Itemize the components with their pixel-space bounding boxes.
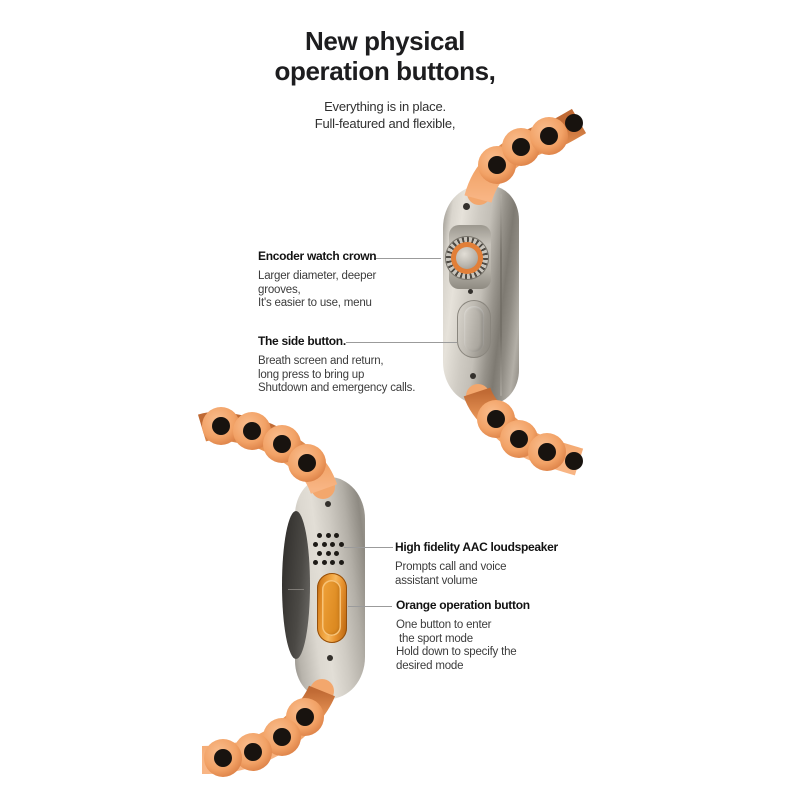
speaker-grille <box>317 551 339 556</box>
annotation-action-button-line: desired mode <box>396 659 464 672</box>
band-hole <box>244 743 262 761</box>
mic-hole-bottom <box>470 373 476 379</box>
band-hole <box>212 417 230 435</box>
annotation-side-button-line: long press to bring up <box>258 368 365 381</box>
band-hole <box>488 156 506 174</box>
annotation-side-button <box>258 335 418 396</box>
speaker-grille <box>313 560 344 565</box>
annotation-speaker-heading: High fidelity AAC loudspeaker <box>395 540 558 554</box>
annotation-action-button <box>396 599 566 673</box>
display-edge <box>500 194 502 396</box>
subtitle-line-2: Full-featured and flexible, <box>314 116 456 131</box>
mic-hole-bottom <box>327 655 333 661</box>
annotation-action-button-heading: Orange operation button <box>396 598 530 612</box>
leader-line-action-button <box>348 606 392 607</box>
annotation-action-button-line: the sport mode <box>396 632 473 645</box>
title-line-2: operation buttons, <box>274 56 496 86</box>
annotation-side-button-heading: The side button. <box>258 334 346 348</box>
annotation-speaker <box>395 541 565 588</box>
annotation-side-button-line: Shutdown and emergency calls. <box>258 382 416 394</box>
annotation-action-button-line: Hold down to specify the <box>396 646 517 658</box>
band-hole <box>538 443 556 461</box>
annotation-side-button-line: Breath screen and return, <box>258 355 384 367</box>
mic-hole-mid <box>468 289 473 294</box>
annotation-action-button-line: One button to enter <box>396 619 492 631</box>
band-hole <box>273 435 291 453</box>
speaker-grille <box>317 533 339 538</box>
orange-action-button-face <box>322 580 341 636</box>
band-hole <box>214 749 232 767</box>
crown-cap <box>456 247 478 269</box>
side-button-face <box>464 306 484 352</box>
annotation-crown <box>258 250 418 311</box>
mic-hole-top <box>463 203 470 210</box>
band-hole <box>512 138 530 156</box>
band-hole <box>565 452 583 470</box>
annotation-speaker-line: assistant volume <box>395 574 478 587</box>
title-line-1: New physical <box>305 26 465 56</box>
leader-line-speaker <box>344 547 393 548</box>
annotation-crown-heading: Encoder watch crown <box>258 249 377 263</box>
watch-top-side-view <box>443 186 519 404</box>
side-button <box>457 300 491 358</box>
band-hole <box>510 430 528 448</box>
annotation-speaker-line: Prompts call and voice <box>395 561 507 573</box>
band-hole <box>243 422 261 440</box>
band-hole <box>296 708 314 726</box>
header <box>0 26 770 132</box>
mic-hole-top <box>325 501 331 507</box>
watch-bottom-side-view <box>295 477 365 699</box>
watch-case <box>443 186 519 404</box>
band-hole <box>273 728 291 746</box>
subtitle-line-1: Everything is in place. <box>324 99 446 114</box>
page-title <box>0 26 770 86</box>
annotation-crown-line: It's easier to use, menu <box>258 297 372 309</box>
band-hole <box>298 454 316 472</box>
speaker-grille <box>313 542 344 547</box>
watch-back-sensor <box>282 511 310 659</box>
orange-action-button <box>317 573 347 643</box>
page-subtitle <box>0 98 770 132</box>
annotation-crown-line: Larger diameter, deeper grooves, <box>258 270 380 296</box>
band-hole <box>487 410 505 428</box>
case-seam <box>288 589 304 590</box>
